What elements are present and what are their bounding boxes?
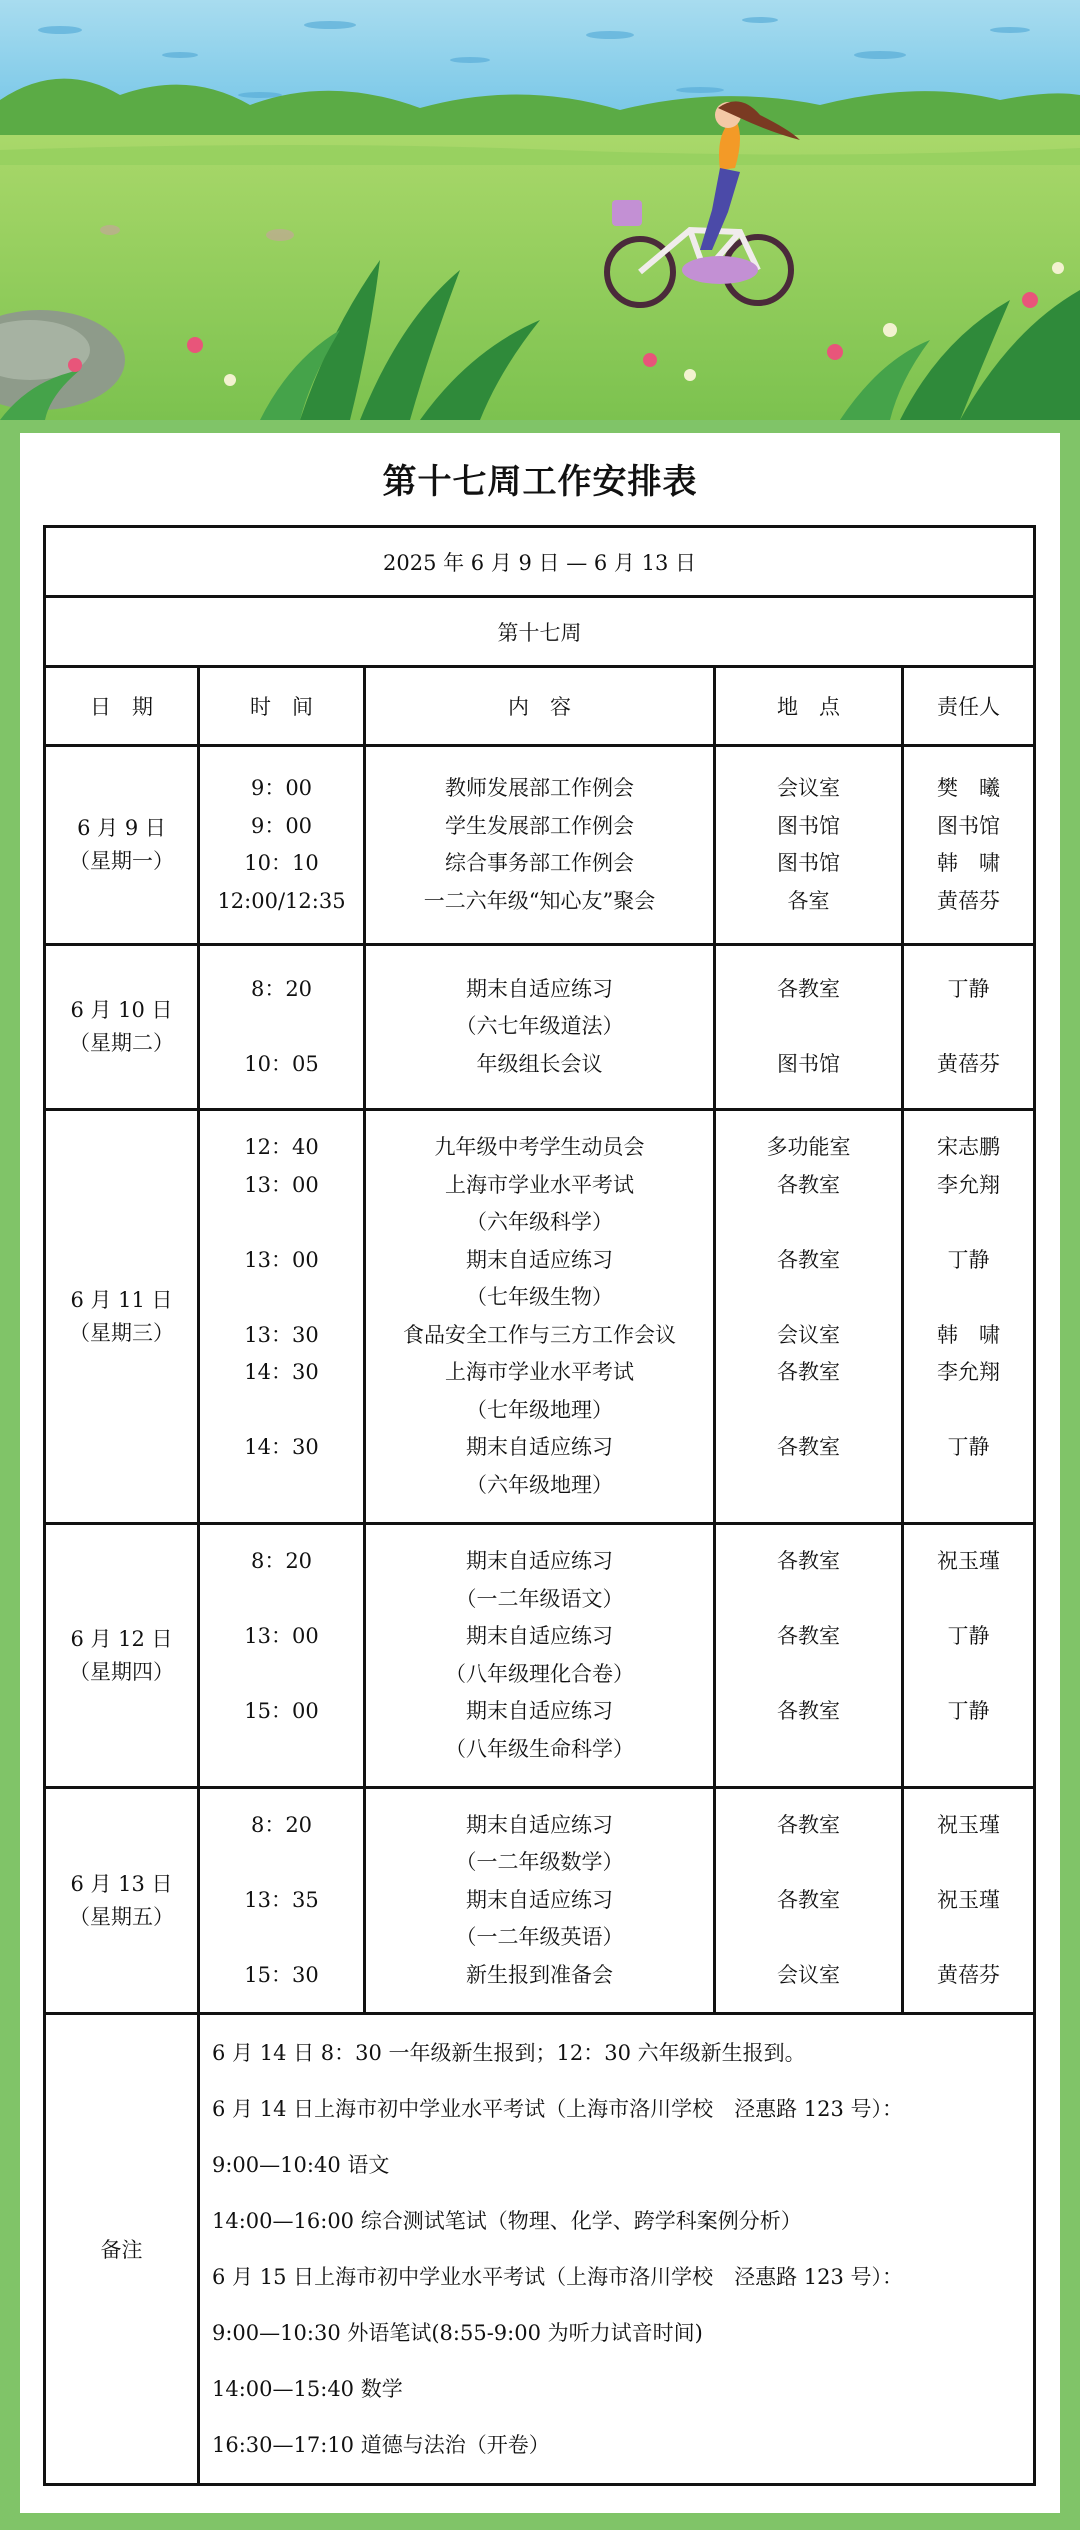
cell-line: 13：30: [244, 1322, 319, 1347]
cell-line: 韩 啸: [937, 851, 1000, 875]
day-date-label: 6 月 9 日: [77, 816, 166, 840]
cell-line: （一二年级英语）: [455, 1925, 624, 1950]
cell-line: [200, 1279, 363, 1317]
cell-line: [200, 1844, 363, 1882]
cell-line: 13：00: [244, 1172, 319, 1197]
day-row-friday: [45, 1788, 1035, 2014]
cell-line: 各教室: [777, 976, 840, 1001]
cell-line: [904, 1204, 1033, 1242]
week-label: 第十七周: [45, 597, 1035, 667]
cell-line: 丁静: [947, 1435, 990, 1459]
day-date: [45, 1788, 199, 2014]
cell-line: 各教室: [777, 1360, 840, 1384]
day-owners: [903, 1524, 1035, 1788]
remark-line: 14:00—15:40 数学: [212, 2377, 403, 2401]
cell-line: [904, 1581, 1033, 1619]
day-date: [45, 945, 199, 1110]
day-times: [199, 1788, 365, 2014]
day-times: [199, 1110, 365, 1524]
cell-line: 各教室: [777, 1435, 840, 1459]
cell-line: 多功能室: [766, 1135, 851, 1159]
cell-line: 各教室: [777, 1812, 840, 1837]
day-date-label: 6 月 12 日: [70, 1626, 173, 1651]
cell-line: 期末自适应练习: [466, 1247, 613, 1272]
cell-line: 13：35: [244, 1887, 319, 1912]
cell-line: [904, 1467, 1033, 1505]
cell-line: （六七年级道法）: [455, 1014, 624, 1039]
cell-line: （八年级生命科学）: [445, 1736, 634, 1761]
cell-line: 期末自适应练习: [466, 1435, 613, 1459]
cell-line: 樊 曦: [937, 776, 1000, 800]
day-date: [45, 746, 199, 945]
cell-line: （六年级科学）: [466, 1210, 613, 1234]
day-times: [199, 945, 365, 1110]
cell-line: 期末自适应练习: [466, 976, 613, 1001]
day-row-wednesday: [45, 1110, 1035, 1524]
cell-line: （七年级生物）: [466, 1285, 613, 1309]
date-range-row: [45, 527, 1035, 597]
cell-line: [904, 1008, 1033, 1046]
day-locations: [715, 1110, 903, 1524]
cell-line: 8：20: [250, 976, 313, 1001]
cell-line: [716, 1467, 901, 1505]
cell-line: 食品安全工作与三方工作会议: [403, 1322, 676, 1347]
day-times: [199, 1524, 365, 1788]
cell-line: 各教室: [777, 1699, 840, 1723]
day-times: [199, 746, 365, 945]
header-time: 时 间: [199, 667, 365, 746]
cell-line: 综合事务部工作例会: [445, 851, 634, 875]
date-range: 2025 年 6 月 9 日 — 6 月 13 日: [45, 527, 1035, 597]
cell-line: 丁静: [947, 976, 990, 1001]
cell-line: 李允翔: [937, 1172, 1000, 1197]
day-contents: [365, 1524, 715, 1788]
cell-line: 9：00: [250, 776, 313, 800]
cell-line: 13：00: [244, 1624, 319, 1648]
cell-line: （一二年级语文）: [455, 1586, 624, 1611]
day-date-label: 6 月 10 日: [70, 998, 173, 1022]
day-weekday-label: （星期一）: [69, 849, 174, 873]
cell-line: [716, 1844, 901, 1882]
cell-line: 图书馆: [777, 813, 840, 838]
remark-line: 14:00—16:00 综合测试笔试（物理、化学、跨学科案例分析）: [212, 2209, 802, 2233]
cell-line: 12：40: [244, 1135, 319, 1159]
remark-line: 6 月 14 日上海市初中学业水平考试（上海市洛川学校 泾惠路 123 号）：: [212, 2097, 904, 2121]
cell-line: 会议室: [777, 776, 840, 800]
cell-line: [904, 1656, 1033, 1694]
cell-line: 期末自适应练习: [466, 1549, 613, 1573]
cell-line: 韩 啸: [937, 1322, 1000, 1347]
cell-line: 祝玉瑾: [937, 1812, 1000, 1837]
cell-line: 祝玉瑾: [937, 1549, 1000, 1573]
header-location: 地 点: [715, 667, 903, 746]
cell-line: 期末自适应练习: [466, 1699, 613, 1723]
day-date: [45, 1524, 199, 1788]
cell-line: 期末自适应练习: [466, 1887, 613, 1912]
cell-line: 10：10: [244, 851, 319, 875]
cell-line: [200, 1919, 363, 1957]
week-row: [45, 597, 1035, 667]
cell-line: 黄蓓芬: [937, 1962, 1000, 1987]
cell-line: [200, 1204, 363, 1242]
remark-line: 6 月 14 日 8：30 一年级新生报到；12：30 六年级新生报到。: [212, 2041, 806, 2065]
cell-line: [200, 1008, 363, 1046]
cell-line: [904, 1731, 1033, 1769]
cell-line: [716, 1919, 901, 1957]
cell-line: 期末自适应练习: [466, 1812, 613, 1837]
cell-line: 各教室: [777, 1172, 840, 1197]
header-owner: 责任人: [903, 667, 1035, 746]
cell-line: [904, 1279, 1033, 1317]
day-contents: [365, 746, 715, 945]
cell-line: （七年级地理）: [466, 1397, 613, 1422]
cell-line: [200, 1467, 363, 1505]
cell-line: [200, 1731, 363, 1769]
cell-line: [904, 1392, 1033, 1430]
cell-line: 10：05: [244, 1051, 319, 1076]
cell-line: [716, 1731, 901, 1769]
cell-line: 图书馆: [777, 1051, 840, 1076]
cell-line: [716, 1279, 901, 1317]
remark-line: 16:30—17:10 道德与法治（开卷）: [212, 2433, 550, 2457]
cell-line: 会议室: [777, 1322, 840, 1347]
cell-line: 图书馆: [777, 851, 840, 875]
cell-line: [904, 1919, 1033, 1957]
cell-line: [716, 1204, 901, 1242]
header-date: 日 期: [45, 667, 199, 746]
cell-line: 宋志鹏: [937, 1135, 1000, 1159]
cell-line: 各教室: [777, 1549, 840, 1573]
cell-line: 一二六年级“知心友”聚会: [423, 888, 656, 913]
cell-line: [904, 1844, 1033, 1882]
remark-line: 9:00—10:30 外语笔试(8:55-9:00 为听力试音时间): [212, 2321, 703, 2345]
remarks-label: 备注: [45, 2014, 199, 2485]
day-owners: [903, 1110, 1035, 1524]
day-contents: [365, 1110, 715, 1524]
cell-line: 教师发展部工作例会: [445, 776, 634, 800]
cell-line: [200, 1392, 363, 1430]
cell-line: 各教室: [777, 1887, 840, 1912]
schedule-table: [43, 525, 1036, 2486]
cell-line: （六年级地理）: [466, 1472, 613, 1497]
day-row-monday: [45, 746, 1035, 945]
header-illustration: [0, 0, 1080, 420]
cell-line: 15：30: [244, 1962, 319, 1987]
cell-line: [716, 1392, 901, 1430]
cell-line: 丁静: [947, 1699, 990, 1723]
cell-line: 14：30: [244, 1360, 319, 1384]
cell-line: 各室: [787, 888, 830, 913]
cell-line: 黄蓓芬: [937, 1051, 1000, 1076]
cell-line: 12:00/12:35: [217, 888, 346, 913]
day-owners: [903, 945, 1035, 1110]
day-contents: [365, 945, 715, 1110]
day-row-thursday: [45, 1524, 1035, 1788]
cell-line: 各教室: [777, 1624, 840, 1648]
cell-line: [716, 1008, 901, 1046]
day-date-label: 6 月 13 日: [70, 1871, 173, 1896]
day-locations: [715, 1788, 903, 2014]
page-title: 第十七周工作安排表: [382, 461, 698, 502]
spring-meadow-illustration: [0, 0, 1080, 420]
day-owners: [903, 746, 1035, 945]
remarks-row: [45, 2014, 1035, 2485]
day-date-label: 6 月 11 日: [70, 1287, 173, 1312]
cell-line: 上海市学业水平考试: [445, 1172, 634, 1197]
remark-line: 9:00—10:40 语文: [212, 2153, 390, 2177]
day-locations: [715, 945, 903, 1110]
cell-line: （一二年级数学）: [455, 1850, 624, 1875]
cell-line: （八年级理化合卷）: [445, 1661, 634, 1686]
cell-line: 李允翔: [937, 1360, 1000, 1384]
cell-line: 图书馆: [937, 813, 1000, 838]
day-weekday-label: （星期四）: [69, 1659, 174, 1684]
cell-line: [716, 1581, 901, 1619]
day-locations: [715, 1524, 903, 1788]
cell-line: 上海市学业水平考试: [445, 1360, 634, 1384]
cell-line: 祝玉瑾: [937, 1887, 1000, 1912]
day-row-tuesday: [45, 945, 1035, 1110]
cell-line: 8：20: [250, 1812, 313, 1837]
day-weekday-label: （星期二）: [69, 1031, 174, 1055]
cell-line: [200, 1656, 363, 1694]
cell-line: 黄蓓芬: [937, 888, 1000, 913]
cell-line: 会议室: [777, 1962, 840, 1987]
cell-line: [716, 1656, 901, 1694]
cell-line: 8：20: [250, 1549, 313, 1573]
day-owners: [903, 1788, 1035, 2014]
day-weekday-label: （星期三）: [69, 1320, 174, 1345]
cell-line: 学生发展部工作例会: [445, 813, 634, 838]
cell-line: 新生报到准备会: [466, 1962, 613, 1987]
cell-line: 各教室: [777, 1247, 840, 1272]
remark-line: 6 月 15 日上海市初中学业水平考试（上海市洛川学校 泾惠路 123 号）：: [212, 2265, 904, 2289]
day-contents: [365, 1788, 715, 2014]
cell-line: 9：00: [250, 813, 313, 838]
schedule-card: [20, 433, 1060, 2513]
day-date: [45, 1110, 199, 1524]
cell-line: 丁静: [947, 1247, 990, 1272]
day-locations: [715, 746, 903, 945]
cell-line: 年级组长会议: [476, 1051, 603, 1076]
cell-line: 14：30: [244, 1435, 319, 1459]
cell-line: [200, 1581, 363, 1619]
cell-line: 九年级中考学生动员会: [434, 1135, 645, 1159]
remarks-list: [199, 2014, 1035, 2485]
header-row: [45, 667, 1035, 746]
day-weekday-label: （星期五）: [69, 1904, 174, 1929]
header-content: 内 容: [365, 667, 715, 746]
cell-line: 13：00: [244, 1247, 319, 1272]
cell-line: 期末自适应练习: [466, 1624, 613, 1648]
cell-line: 15：00: [244, 1699, 319, 1723]
cell-line: 丁静: [947, 1624, 990, 1648]
